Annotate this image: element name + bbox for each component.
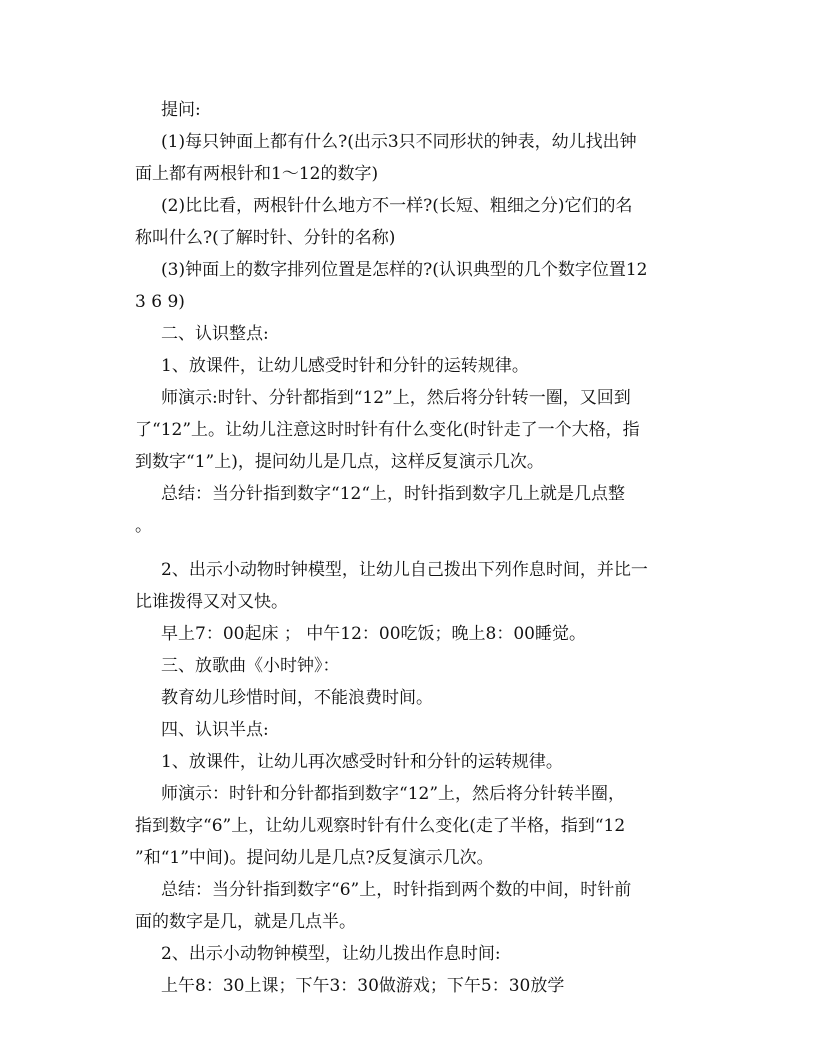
text-line: 了“12”上。让幼儿注意这时时针有什么变化(时针走了一个大格，指 <box>135 420 640 440</box>
text-line: 1、放课件，让幼儿再次感受时针和分针的运转规律。 <box>161 752 563 772</box>
text-line: 师演示：时针和分针都指到数字“12”上，然后将分针转半圈， <box>161 784 626 804</box>
document-body <box>135 94 695 1002</box>
section-heading: 二、认识整点: <box>161 324 269 344</box>
text-line: 1、放课件，让幼儿感受时针和分针的运转规律。 <box>161 356 529 376</box>
text-line: 早上7：00起床 ； 中午12：00吃饭；晚上8：00睡觉。 <box>161 624 586 644</box>
text-line: ”和“1”中间)。提问幼儿是几点?反复演示几次。 <box>135 848 494 868</box>
text-line: 面上都有两根针和1～12的数字) <box>135 164 379 184</box>
text-line: 师演示:时针、分针都指到“12”上，然后将分针转一圈，又回到 <box>161 388 631 408</box>
text-line: 3 6 9) <box>135 292 185 312</box>
text-line: 指到数字“6”上，让幼儿观察时针有什么变化(走了半格，指到“12 <box>135 816 626 836</box>
text-line: (3)钟面上的数字排列位置是怎样的?(认识典型的几个数字位置12 <box>161 260 648 280</box>
text-line: 面的数字是几，就是几点半。 <box>135 912 356 932</box>
text-line: (2)比比看，两根针什么地方不一样?(长短、粗细之分)它们的名 <box>161 196 633 216</box>
text-line: 总结：当分针指到数字“12“上，时针指到数字几上就是几点整 <box>161 484 626 504</box>
text-line: (1)每只钟面上都有什么?(出示3只不同形状的钟表，幼儿找出钟 <box>161 132 637 152</box>
text-line: 上午8：30上课；下午3：30做游戏；下午5：30放学 <box>161 976 565 996</box>
text-line: 称叫什么?(了解时针、分针的名称) <box>135 228 396 248</box>
text-line: 比谁拨得又对又快。 <box>135 592 288 612</box>
text-line: 总结：当分针指到数字“6”上，时针指到两个数的中间，时针前 <box>161 880 632 900</box>
text-line: 2、出示小动物时钟模型，让幼儿自己拨出下列作息时间，并比一 <box>161 560 648 580</box>
text-line: 到数字“1”上)，提问幼儿是几点，这样反复演示几次。 <box>135 452 544 472</box>
section-heading: 四、认识半点: <box>161 720 269 740</box>
text-line: 2、出示小动物钟模型，让幼儿拨出作息时间: <box>161 944 501 964</box>
section-heading: 三、放歌曲《小时钟》： <box>161 656 340 676</box>
paragraph-gap <box>135 542 695 554</box>
text-line: 。 <box>135 516 152 536</box>
text-line: 教育幼儿珍惜时间，不能浪费时间。 <box>161 688 433 708</box>
text-line: 提问: <box>161 100 201 120</box>
